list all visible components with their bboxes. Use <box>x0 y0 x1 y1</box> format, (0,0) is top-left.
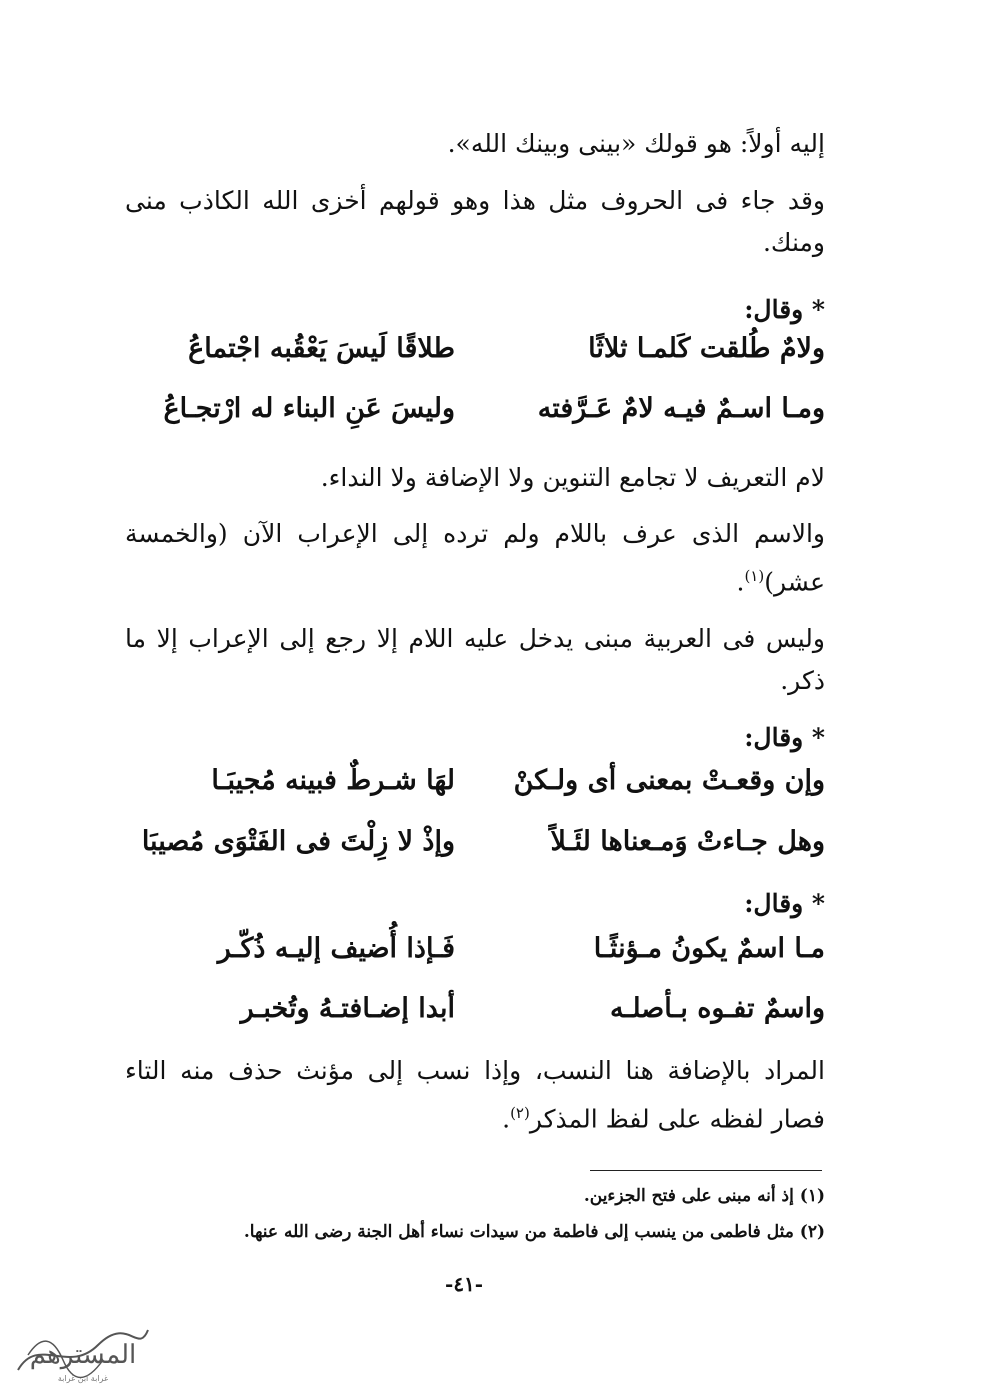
verse-first-hemistich: مـا اسمٌ يكونُ مـؤنثًـا <box>593 933 825 964</box>
paragraph-text: والاسم الذى عرف باللام ولم ترده إلى الإعراب الآن (والخمسة عشر) <box>125 519 825 597</box>
verse-line <box>125 765 825 809</box>
verse-first-hemistich: واسمٌ تفـوه بـأصلـه <box>609 993 825 1024</box>
section-heading: * وقال: <box>744 723 825 752</box>
footnote-ref: (١) <box>744 567 765 585</box>
footnote-divider <box>590 1170 822 1171</box>
verse-first-hemistich: ولامٌ طُلقت كَلمـا ثلاثًا <box>588 333 825 364</box>
section-heading: * وقال: <box>744 295 825 324</box>
verse-second-hemistich: لهَا شـرطٌ فبينه مُجيبَـا <box>211 765 455 796</box>
period: . <box>502 1104 511 1134</box>
footnote: (١) إذ أنه مبنى على فتح الجزءين. <box>583 1186 825 1206</box>
paragraph <box>125 513 825 603</box>
verse-second-hemistich: فَـإذا أُضيف إليـه ذُكّـر <box>217 933 455 964</box>
paragraph: وليس فى العربية مبنى يدخل عليه اللام إلا رجع إلى الإعراب إلا ما ذكر. <box>125 624 825 695</box>
footnote: (٢) مثل فاطمى من ينسب إلى فاطمة من سيدات نساء أهل الجنة رضى الله عنها. <box>243 1222 825 1242</box>
paragraph <box>125 1050 825 1140</box>
verse-first-hemistich: وإن وقعـتْ بمعنى أى ولـكنْ <box>513 765 825 796</box>
paragraph-text: المراد بالإضافة هنا النسب، وإذا نسب إلى مؤنث حذف منه التاء فصار لفظه على لفظ المذكر <box>125 1056 825 1134</box>
verse-second-hemistich: وليسَ عَنِ البناء له ارْتجـاعُ <box>163 393 455 424</box>
text-line: لام التعريف لا تجامع التنوين ولا الإضافة ولا النداء. <box>320 463 825 492</box>
text-line: إليه أولاً: هو قولك «بينى وبينك الله». <box>447 129 825 158</box>
library-stamp-logo <box>8 1315 158 1385</box>
verse-second-hemistich: أبدا إضـافتـهُ وتُخبـر <box>240 993 455 1024</box>
verse-first-hemistich: ومـا اسـمٌ فيـه لامٌ عَـرَّفته <box>537 393 825 424</box>
paragraph: وقد جاء فى الحروف مثل هذا وهو قولهم أخزى الله الكاذب منى ومنك. <box>125 186 825 257</box>
verse-second-hemistich: وإذْ لا زِلْتَ فى الفَتْوَى مُصيبَا <box>141 826 455 857</box>
verse-line <box>125 993 825 1037</box>
section-heading: * وقال: <box>744 889 825 918</box>
verse-first-hemistich: وهل جـاءتْ وَمـعناها لئَـلاً <box>550 826 825 857</box>
verse-line <box>125 826 825 870</box>
stamp-text: المسترهم <box>29 1340 137 1370</box>
page-number: -٤١- <box>445 1272 484 1296</box>
footnote-ref: (٢) <box>510 1104 530 1122</box>
stamp-subtext: غرابة ابن غرابة <box>57 1374 109 1383</box>
verse-second-hemistich: طلاقًا لَيسَ يَعْقُبه اجْتماعُ <box>188 333 455 364</box>
verse-line <box>125 393 825 437</box>
period: . <box>736 567 745 597</box>
verse-line <box>125 933 825 977</box>
verse-line <box>125 333 825 377</box>
